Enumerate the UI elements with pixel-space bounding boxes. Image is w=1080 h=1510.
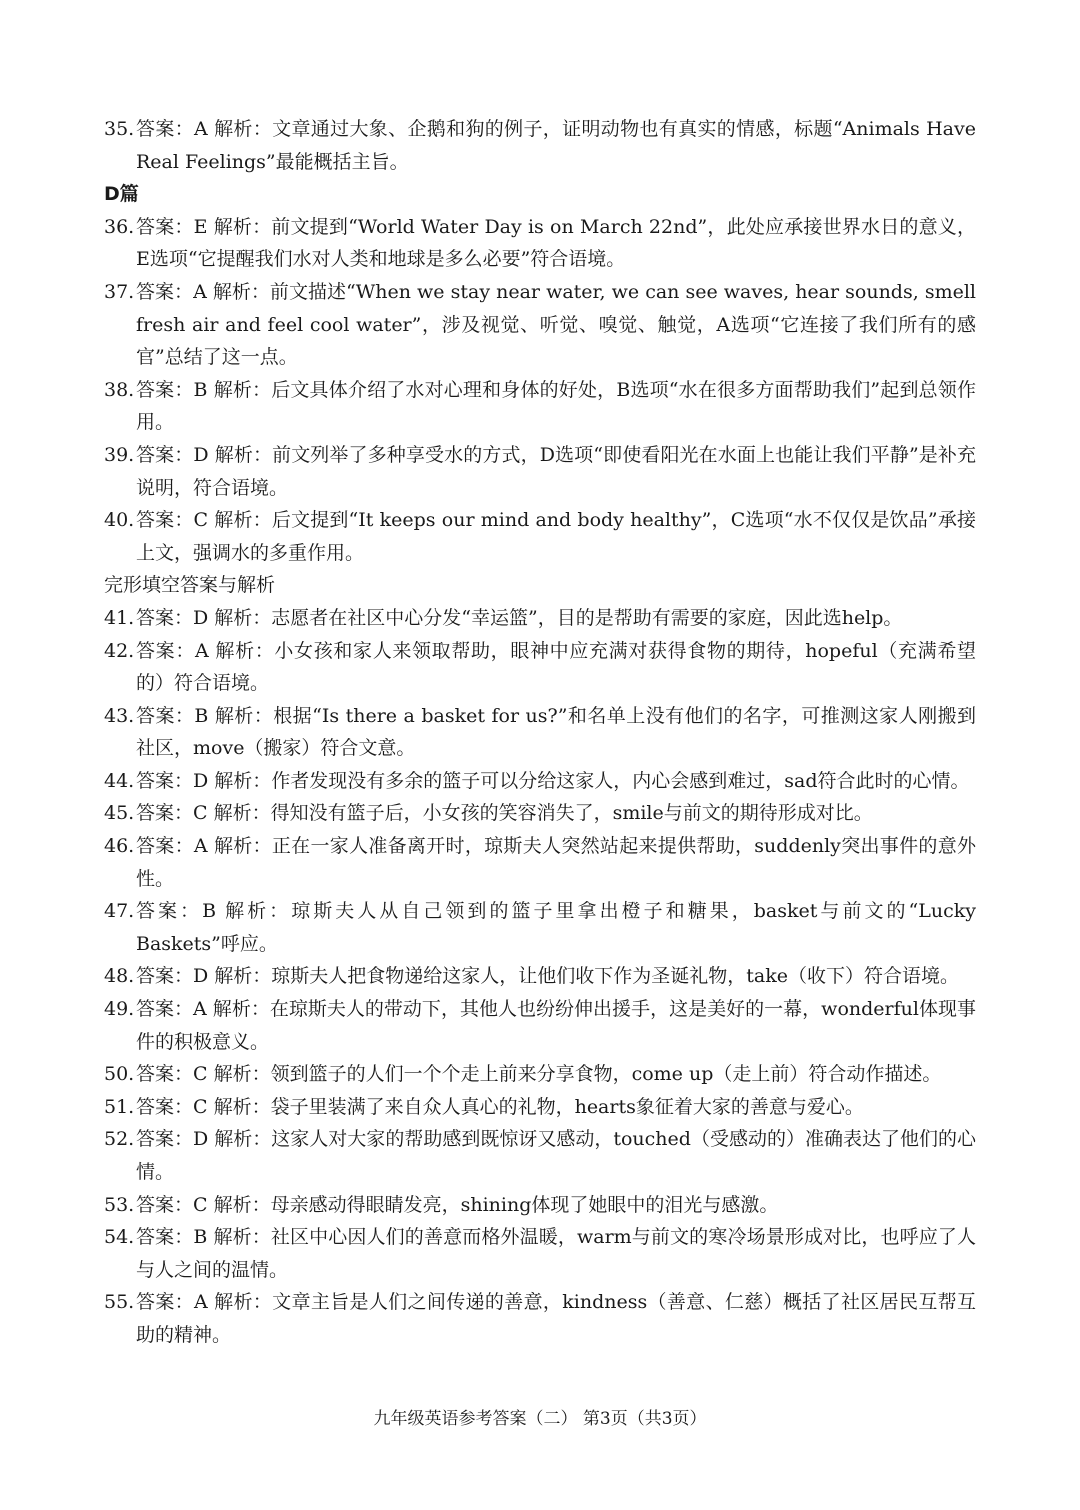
page-footer: 九年级英语参考答案（二） 第3页（共3页） [373, 1409, 707, 1429]
answer-explanation: 答案：D 解析：这家人对大家的帮助感到既惊讶又感动，touched（受感动的）准确表达了他们的心情。 [136, 1128, 976, 1183]
answer-item-48 [104, 960, 976, 993]
section-title-cloze: 完形填空答案与解析 [104, 574, 276, 597]
answer-item-46 [104, 830, 976, 895]
answer-item-51 [104, 1091, 976, 1124]
answer-explanation: 答案：E 解析：前文提到“World Water Day is on March 22nd”，此处应承接世界水日的意义，E选项“它提醒我们水对人类和地球是多么必要”符合语境。 [136, 215, 976, 271]
answer-explanation: 答案：A 解析：在琼斯夫人的带动下，其他人也纷纷伸出援手，这是美好的一幕，wonderful体现事件的积极意义。 [136, 998, 976, 1053]
answer-item-53 [104, 1189, 976, 1222]
answer-explanation: 答案：A 解析：小女孩和家人来领取帮助，眼神中应充满对获得食物的期待，hopeful（充满希望的）符合语境。 [136, 639, 976, 695]
question-number: 40. [104, 509, 135, 532]
question-number: 46. [104, 835, 135, 858]
answer-explanation: 答案：B 解析：后文具体介绍了水对心理和身体的好处，B选项“水在很多方面帮助我们”起到总领作用。 [136, 378, 976, 434]
answer-item-38 [104, 374, 976, 439]
answer-explanation: 答案：B 解析：琼斯夫人从自己领到的篮子里拿出橙子和糖果，basket与前文的“Lucky Baskets”呼应。 [136, 900, 976, 955]
answer-item-37 [104, 276, 976, 374]
answer-explanation: 答案：B 解析：根据“Is there a basket for us?”和名单上没有他们的名字，可推测这家人刚搬到社区，move（搬家）符合文意。 [136, 704, 976, 760]
answer-item-52 [104, 1123, 976, 1188]
answer-item-55 [104, 1286, 976, 1351]
answer-explanation: 答案：D 解析：前文列举了多种享受水的方式，D选项“即使看阳光在水面上也能让我们平静”是补充说明，符合语境。 [136, 443, 976, 499]
question-number: 36. [104, 215, 135, 238]
answer-item-35 [104, 113, 976, 178]
answer-item-41 [104, 602, 976, 635]
answer-explanation: 答案：C 解析：母亲感动得眼睛发亮，shining体现了她眼中的泪光与感激。 [136, 1193, 779, 1216]
question-number: 43. [104, 704, 135, 727]
answer-explanation: 答案：D 解析：志愿者在社区中心分发“幸运篮”，目的是帮助有需要的家庭，因此选help。 [136, 606, 903, 629]
question-number: 45. [104, 802, 135, 825]
items-group-c [104, 602, 976, 1352]
question-number: 44. [104, 769, 135, 792]
answer-explanation: 答案：B 解析：社区中心因人们的善意而格外温暖，warm与前文的寒冷场景形成对比，也呼应了人与人之间的温情。 [136, 1226, 976, 1281]
answer-explanation: 答案：C 解析：领到篮子的人们一个个走上前来分享食物，come up（走上前）符合动作描述。 [136, 1063, 942, 1086]
question-number: 38. [104, 378, 135, 401]
answer-explanation: 答案：A 解析：文章通过大象、企鹅和狗的例子，证明动物也有真实的情感，标题“Animals Have Real Feelings”最能概括主旨。 [136, 118, 976, 173]
answer-item-49 [104, 993, 976, 1058]
answer-item-36 [104, 211, 976, 276]
answer-item-47 [104, 895, 976, 960]
question-number: 51. [104, 1095, 135, 1118]
question-number: 47. [104, 900, 135, 923]
items-group-b [104, 211, 976, 570]
question-number: 37. [104, 280, 135, 303]
answer-item-44 [104, 765, 976, 798]
answer-explanation: 答案：A 解析：正在一家人准备离开时，琼斯夫人突然站起来提供帮助，suddenly突出事件的意外性。 [136, 835, 976, 890]
question-number: 49. [104, 998, 135, 1021]
question-number: 52. [104, 1128, 135, 1151]
answer-explanation: 答案：C 解析：袋子里装满了来自众人真心的礼物，hearts象征着大家的善意与爱心。 [136, 1095, 864, 1118]
answer-explanation: 答案：C 解析：得知没有篮子后，小女孩的笑容消失了，smile与前文的期待形成对比。 [136, 802, 873, 825]
answer-item-54 [104, 1221, 976, 1286]
question-number: 54. [104, 1226, 135, 1249]
answer-item-43 [104, 700, 976, 765]
section-title-d: D篇 [104, 183, 139, 206]
answer-explanation: 答案：D 解析：作者发现没有多余的篮子可以分给这家人，内心会感到难过，sad符合此时的心情。 [136, 769, 970, 792]
question-number: 53. [104, 1193, 135, 1216]
question-number: 35. [104, 118, 135, 140]
question-number: 39. [104, 443, 135, 466]
question-number: 48. [104, 965, 135, 988]
answer-item-42 [104, 635, 976, 700]
answer-explanation: 答案：D 解析：琼斯夫人把食物递给这家人，让他们收下作为圣诞礼物，take（收下）符合语境。 [136, 965, 959, 988]
answer-item-40 [104, 504, 976, 569]
answer-item-39 [104, 439, 976, 504]
answer-explanation: 答案：A 解析：文章主旨是人们之间传递的善意，kindness（善意、仁慈）概括了社区居民互帮互助的精神。 [136, 1291, 976, 1346]
answer-item-45 [104, 797, 976, 830]
answer-item-50 [104, 1058, 976, 1091]
question-number: 50. [104, 1063, 135, 1086]
question-number: 42. [104, 639, 135, 662]
question-number: 55. [104, 1291, 135, 1314]
answer-explanation: 答案：A 解析：前文描述“When we stay near water, we can see waves, hear sounds, smell fresh air and feel cool water”，涉及视觉、听觉、嗅觉、触觉，A选项“它连接了我们所有的感官”总结了这一点。 [136, 280, 976, 369]
question-number: 41. [104, 606, 135, 629]
answer-explanation: 答案：C 解析：后文提到“It keeps our mind and body healthy”，C选项“水不仅仅是饮品”承接上文，强调水的多重作用。 [136, 509, 976, 564]
items-group-a [104, 113, 976, 178]
